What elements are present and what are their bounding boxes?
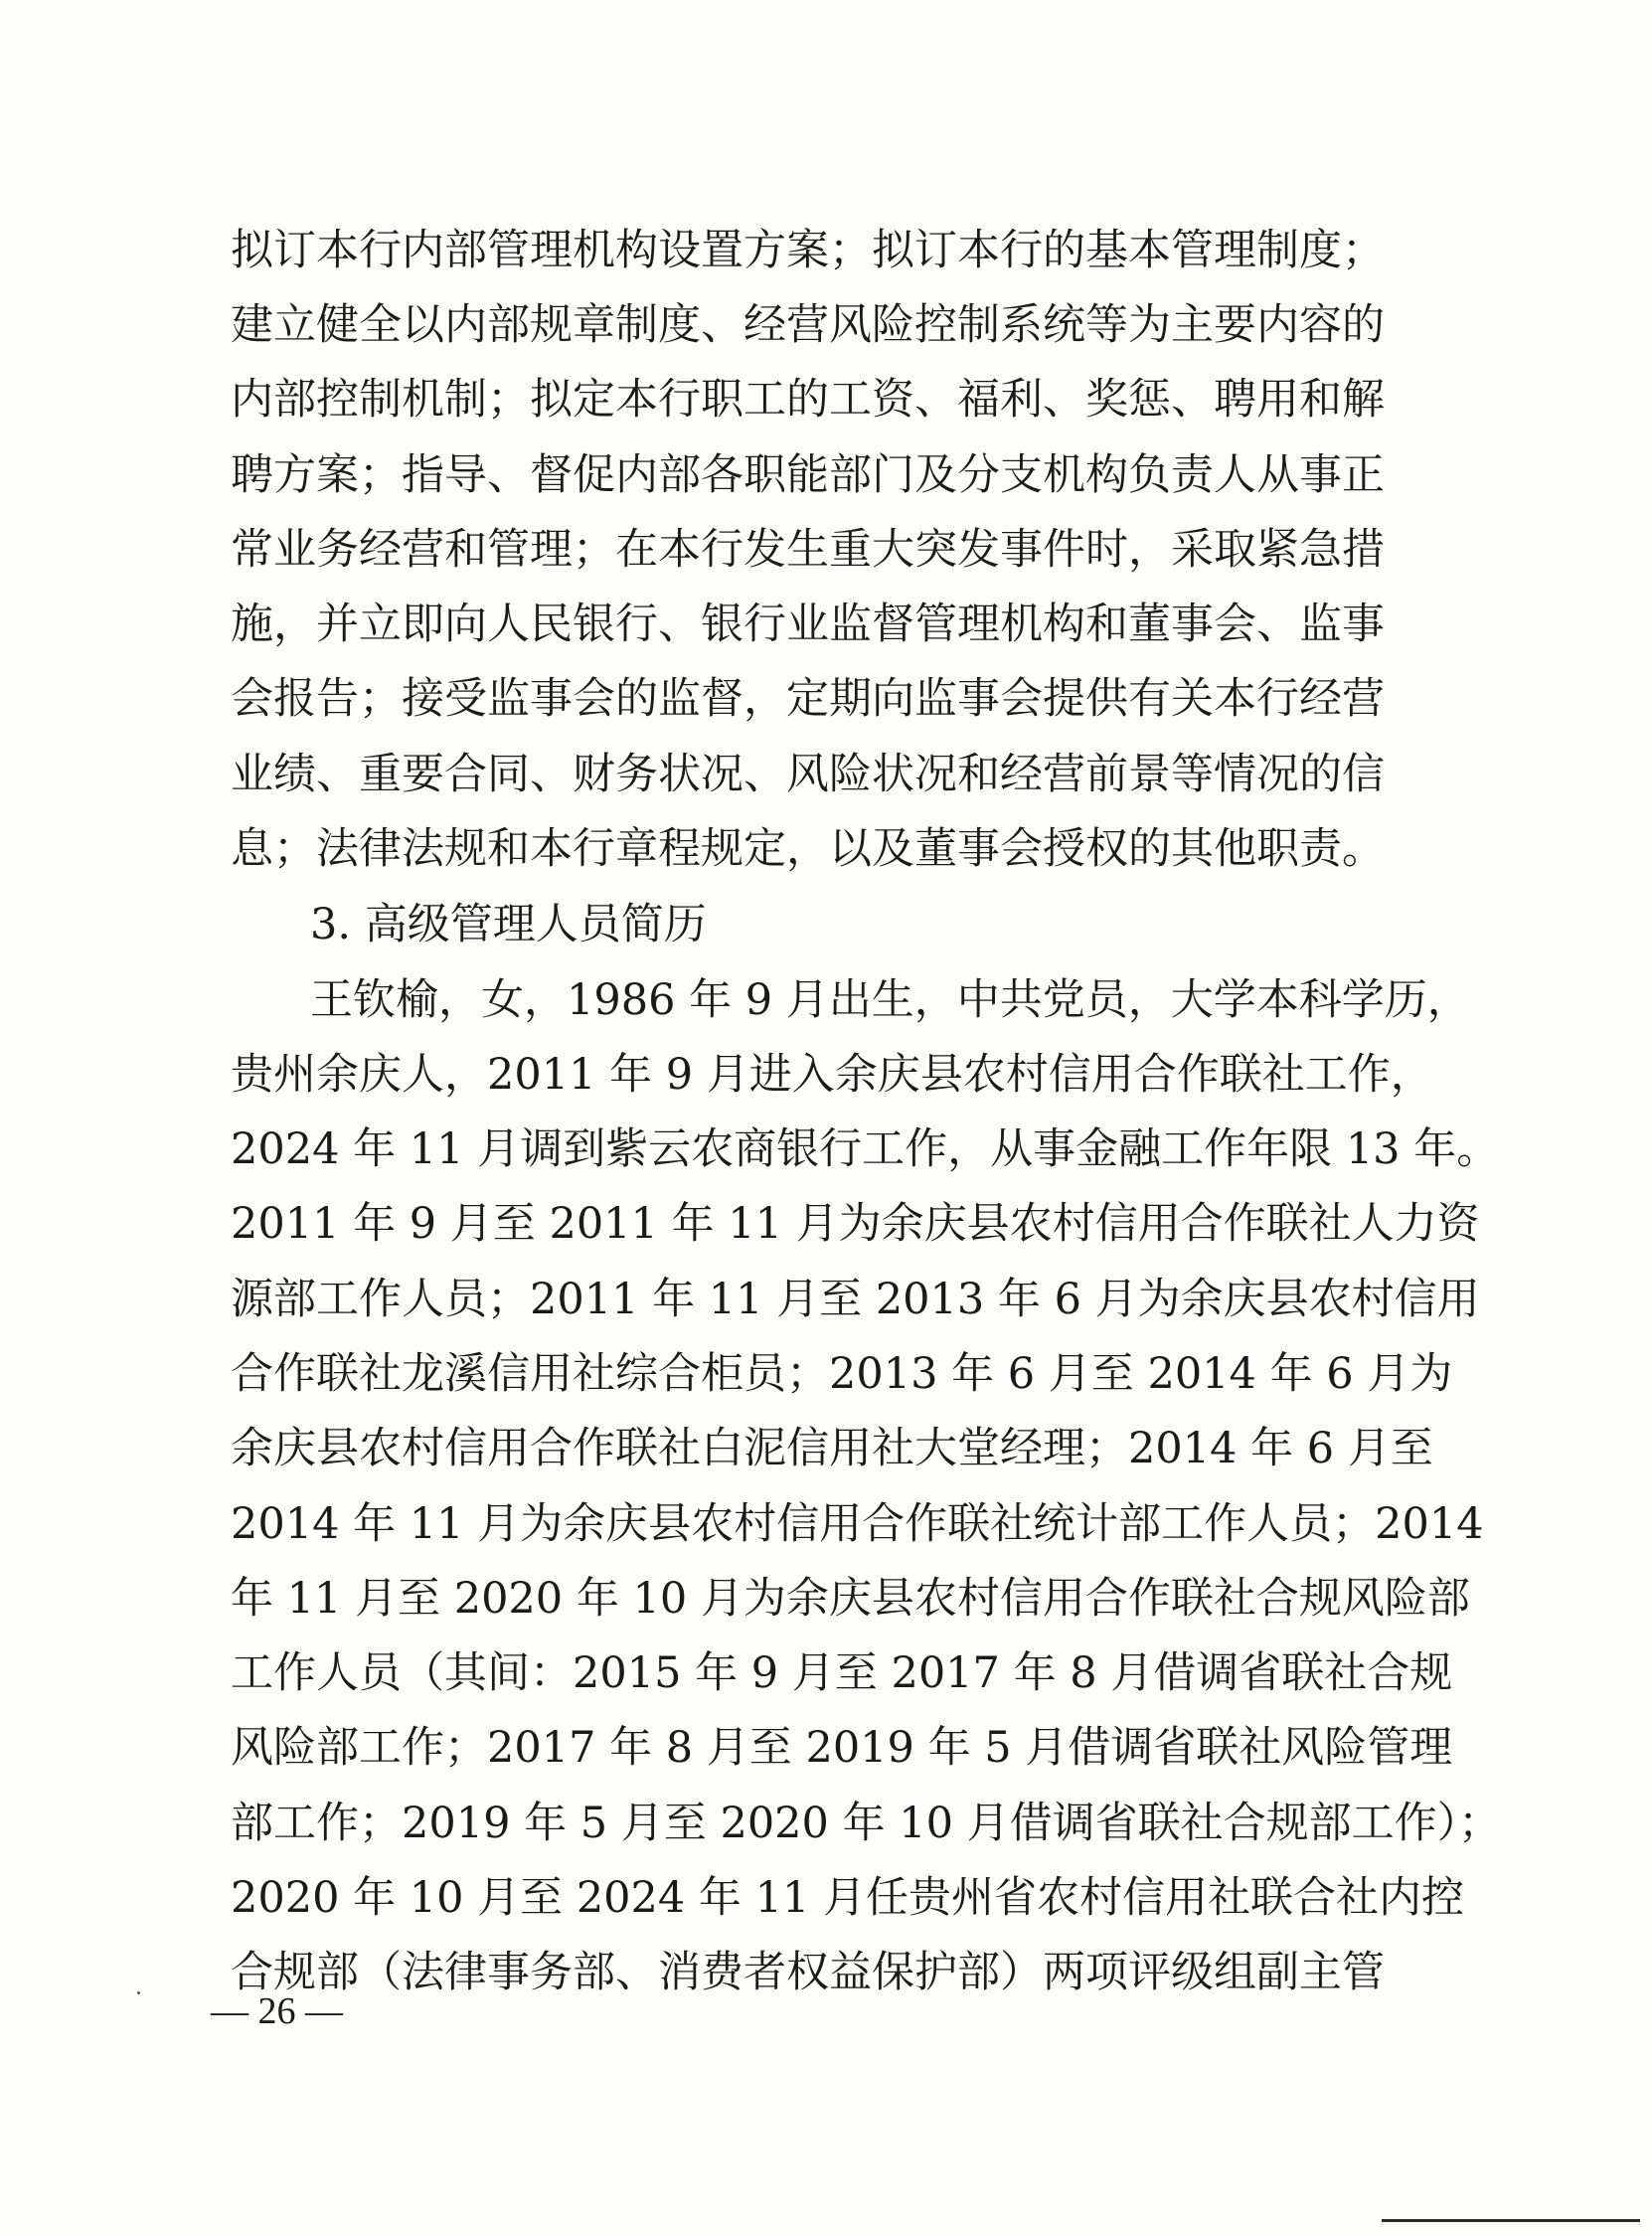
text-line: 内部控制机制；拟定本行职工的工资、福利、奖惩、聘用和解 <box>231 375 1385 425</box>
text-line: 合规部（法律事务部、消费者权益保护部）两项评级组副主管 <box>231 1948 1385 1997</box>
text-line: 常业务经营和管理；在本行发生重大突发事件时，采取紧急措 <box>231 525 1385 575</box>
text-line: 工作人员（其间：2015 年 9 月至 2017 年 8 月借调省联社合规 <box>231 1648 1453 1698</box>
text-line: 施，并立即向人民银行、银行业监督管理机构和董事会、监事 <box>231 600 1385 649</box>
text-line: 2014 年 11 月为余庆县农村信用合作联社统计部工作人员；2014 <box>231 1499 1484 1549</box>
text-line: 息；法律法规和本行章程规定，以及董事会授权的其他职责。 <box>231 824 1385 874</box>
page-number: — 26 — <box>211 1990 343 2032</box>
text-line: 合作联社龙溪信用社综合柜员；2013 年 6 月至 2014 年 6 月为 <box>231 1349 1453 1399</box>
text-line: 余庆县农村信用合作联社白泥信用社大堂经理；2014 年 6 月至 <box>231 1424 1433 1473</box>
text-line: 2024 年 11 月调到紫云农商银行工作，从事金融工作年限 13 年。 <box>231 1124 1500 1174</box>
text-line: 聘方案；指导、督促内部各职能部门及分支机构负责人从事正 <box>231 450 1385 500</box>
text-line: 风险部工作；2017 年 8 月至 2019 年 5 月借调省联社风险管理 <box>231 1723 1453 1773</box>
text-line: 源部工作人员；2011 年 11 月至 2013 年 6 月为余庆县农村信用 <box>231 1275 1480 1324</box>
text-line: 2011 年 9 月至 2011 年 11 月为余庆县农村信用合作联社人力资 <box>231 1199 1480 1249</box>
text-line: 会报告；接受监事会的监督，定期向监事会提供有关本行经营 <box>231 674 1385 724</box>
text-line: 业绩、重要合同、财务状况、风险状况和经营前景等情况的信 <box>231 750 1385 799</box>
text-line: 2020 年 10 月至 2024 年 11 月任贵州省农村信用社联合社内控 <box>231 1873 1464 1923</box>
section-heading: 3. 高级管理人员简历 <box>310 900 707 949</box>
text-line: 王钦榆，女，1986 年 9 月出生，中共党员，大学本科学历， <box>310 975 1470 1025</box>
text-line: 建立健全以内部规章制度、经营风险控制系统等为主要内容的 <box>231 300 1385 350</box>
text-line: 部工作；2019 年 5 月至 2020 年 10 月借调省联社合规部工作）； <box>231 1799 1502 1848</box>
scan-edge-rule <box>1382 2219 1640 2222</box>
text-line: 贵州余庆人，2011 年 9 月进入余庆县农村信用合作联社工作， <box>231 1050 1433 1100</box>
text-line: 拟订本行内部管理机构设置方案；拟订本行的基本管理制度； <box>231 226 1385 275</box>
text-line: 年 11 月至 2020 年 10 月为余庆县农村信用合作联社合规风险部 <box>231 1574 1470 1624</box>
scan-speck <box>137 1991 140 1994</box>
